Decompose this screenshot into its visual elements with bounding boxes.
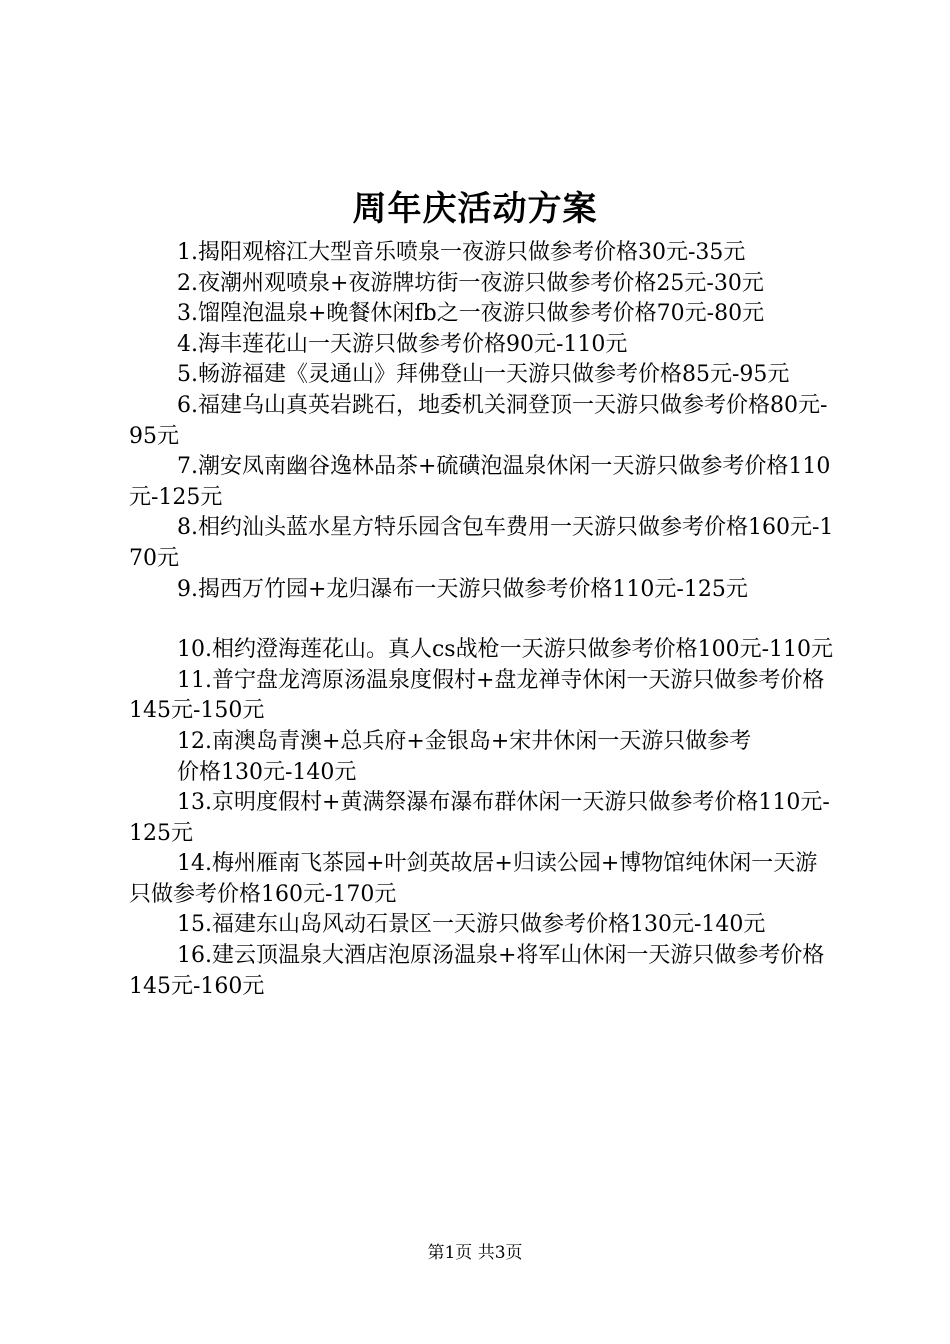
list-item: 10.相约澄海莲花山。真人cs战枪一天游只做参考价格100元-110元 (177, 637, 834, 663)
list-item: 11.普宁盘龙湾原汤温泉度假村+盘龙禅寺休闲一天游只做参考价格145元-150元 (129, 667, 825, 724)
list-item: 3.馏隍泡温泉+晚餐休闲fb之一夜游只做参考价格70元-80元 (177, 301, 765, 327)
list-item: 16.建云顶温泉大酒店泡原汤温泉+将军山休闲一天游只做参考价格145元-160元 (129, 943, 825, 999)
activity-list (129, 238, 834, 1002)
list-item: 7.潮安凤南幽谷逸林品茶+硫磺泡温泉休闲一天游只做参考价格110元-125元 (129, 454, 831, 510)
list-item-line: 12.南澳岛青澳+总兵府+金银岛+宋井休闲一天游只做参考 (177, 728, 752, 754)
list-item: 15.福建东山岛风动石景区一天游只做参考价格130元-140元 (177, 912, 766, 938)
list-item: 4.海丰莲花山一天游只做参考价格90元-110元 (177, 331, 628, 357)
list-item: 2.夜潮州观喷泉+夜游牌坊街一夜游只做参考价格25元-30元 (177, 270, 764, 296)
list-item: 13.京明度假村+黄满祭瀑布瀑布群休闲一天游只做参考价格110元-125元 (129, 790, 830, 846)
page-title: 周年庆活动方案 (352, 189, 598, 229)
list-item: 14.梅州雁南飞茶园+叶剑英故居+归读公园+博物馆纯休闲一天游只做参考价格160元-170元 (129, 851, 818, 907)
list-item: 1.揭阳观榕江大型音乐喷泉一夜游只做参考价格30元-35元 (177, 240, 746, 265)
list-item: 6.福建乌山真英岩跳石，地委机关洞登顶一天游只做参考价格80元-95元 (129, 392, 828, 449)
list-item (129, 727, 834, 788)
list-item: 8.相约汕头蓝水星方特乐园含包车费用一天游只做参考价格160元-170元 (129, 515, 834, 571)
list-item: 9.揭西万竹园+龙归瀑布一天游只做参考价格110元-125元 (177, 576, 748, 602)
list-item-line: 价格130元-140元 (177, 759, 357, 785)
list-item: 5.畅游福建《灵通山》拜佛登山一天游只做参考价格85元-95元 (177, 362, 790, 388)
page-footer: 第1页 共3页 (427, 1243, 523, 1263)
